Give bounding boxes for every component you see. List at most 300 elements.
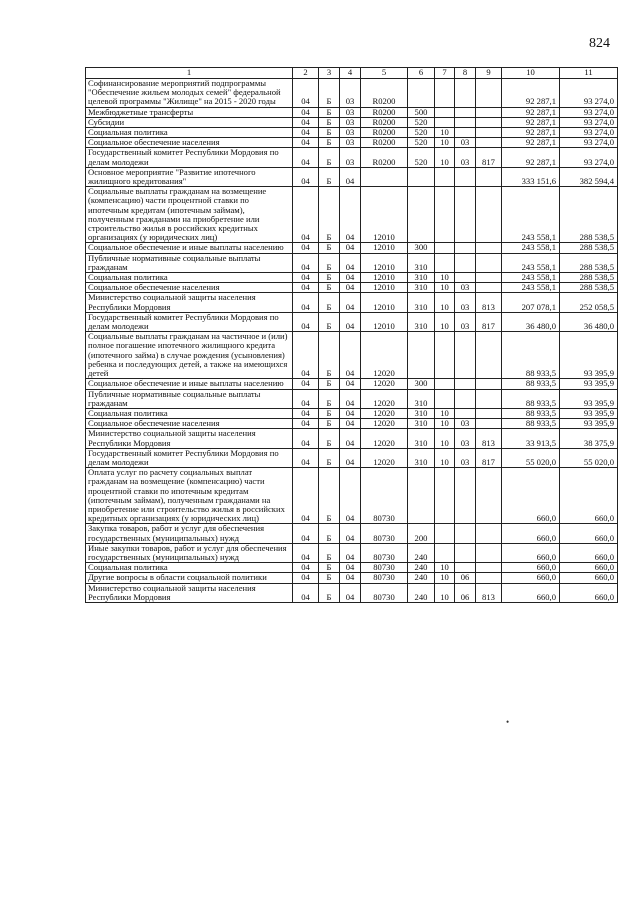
- col-3: Б: [319, 468, 340, 524]
- col-4: 04: [340, 429, 361, 448]
- col-3: Б: [319, 524, 340, 543]
- col-4: 04: [340, 524, 361, 543]
- row-name: Межбюджетные трансферты: [86, 107, 293, 117]
- value-2019: 660,0: [502, 524, 560, 543]
- col-section: 10: [435, 429, 455, 448]
- col-target-code: 12010: [361, 253, 408, 272]
- col-target-code: 12010: [361, 187, 408, 243]
- value-2020: 288 538,5: [560, 273, 618, 283]
- row-name: Социальное обеспечение и иные выплаты населению: [86, 243, 293, 253]
- col-subsection: 03: [455, 283, 476, 293]
- value-2019: 660,0: [502, 468, 560, 524]
- row-name: Государственный комитет Республики Мордовия по делам молодежи: [86, 148, 293, 167]
- col-subsection: [455, 107, 476, 117]
- value-2020: 93 274,0: [560, 107, 618, 117]
- col-expense-type: 520: [408, 138, 435, 148]
- value-2019: 92 287,1: [502, 128, 560, 138]
- table-row: [86, 389, 618, 408]
- row-name: Министерство социальной защиты населения Республики Мордовия: [86, 429, 293, 448]
- col-expense-type: 240: [408, 543, 435, 562]
- value-2020: 93 274,0: [560, 138, 618, 148]
- value-2020: 93 395,9: [560, 408, 618, 418]
- col-target-code: 80730: [361, 543, 408, 562]
- value-2019: 243 558,1: [502, 273, 560, 283]
- value-2019: 333 151,6: [502, 167, 560, 186]
- col-4: 04: [340, 312, 361, 331]
- col-3: Б: [319, 563, 340, 573]
- col-4: 04: [340, 273, 361, 283]
- col-expense-type: [408, 187, 435, 243]
- value-2020: 93 395,9: [560, 389, 618, 408]
- col-ministry: 817: [476, 148, 502, 167]
- col-target-code: R0200: [361, 79, 408, 108]
- col-4: 04: [340, 583, 361, 602]
- col-subsection: [455, 408, 476, 418]
- col-3: Б: [319, 243, 340, 253]
- row-name: Публичные нормативные социальные выплаты гражданам: [86, 253, 293, 272]
- col-target-code: 12020: [361, 429, 408, 448]
- col-3: Б: [319, 332, 340, 379]
- col-section: 10: [435, 583, 455, 602]
- page-number: 824: [589, 36, 610, 51]
- col-2: 04: [293, 573, 319, 583]
- value-2019: 36 480,0: [502, 312, 560, 331]
- table-row: [86, 448, 618, 467]
- col-subsection: [455, 79, 476, 108]
- col-expense-type: [408, 332, 435, 379]
- value-2020: 660,0: [560, 524, 618, 543]
- value-2019: 88 933,5: [502, 419, 560, 429]
- col-ministry: [476, 389, 502, 408]
- value-2019: 88 933,5: [502, 408, 560, 418]
- col-3: Б: [319, 543, 340, 562]
- col-4: 04: [340, 448, 361, 467]
- col-target-code: R0200: [361, 138, 408, 148]
- table-row: [86, 79, 618, 108]
- col-expense-type: 300: [408, 379, 435, 389]
- col-ministry: [476, 543, 502, 562]
- col-subsection: [455, 273, 476, 283]
- col-3: Б: [319, 312, 340, 331]
- col-subsection: [455, 563, 476, 573]
- value-2020: 93 395,9: [560, 332, 618, 379]
- col-expense-type: 310: [408, 408, 435, 418]
- col-expense-type: 200: [408, 524, 435, 543]
- col-section: [435, 187, 455, 243]
- col-ministry: [476, 283, 502, 293]
- col-target-code: 12010: [361, 293, 408, 312]
- col-section: 10: [435, 293, 455, 312]
- row-name: Государственный комитет Республики Мордовия по делам молодежи: [86, 312, 293, 331]
- col-target-code: 12020: [361, 408, 408, 418]
- col-expense-type: 240: [408, 573, 435, 583]
- col-ministry: 813: [476, 293, 502, 312]
- col-section: [435, 117, 455, 127]
- col-2: 04: [293, 79, 319, 108]
- col-section: [435, 107, 455, 117]
- row-name: Социальные выплаты гражданам на частичное и (или) полное погашение ипотечного жилищного кредита (ипотечного займа) в случае рождения (усыновления) ребенка и последующих детей, а также на имеющихся детей: [86, 332, 293, 379]
- col-section: 10: [435, 419, 455, 429]
- col-section: [435, 468, 455, 524]
- value-2020: 93 274,0: [560, 128, 618, 138]
- value-2019: 33 913,5: [502, 429, 560, 448]
- col-2: 04: [293, 312, 319, 331]
- table-row: [86, 379, 618, 389]
- col-4: 04: [340, 167, 361, 186]
- row-name: Оплата услуг по расчету социальных выплат гражданам на возмещение (компенсацию) части процентной ставки по ипотечным кредитам (ипотечным займам), полученным гражданами на приобретение или строительство жилья в российских кредитных организациях (у юридических лиц): [86, 468, 293, 524]
- value-2020: 252 058,5: [560, 293, 618, 312]
- col-target-code: 12020: [361, 389, 408, 408]
- col-ministry: [476, 243, 502, 253]
- col-ministry: [476, 273, 502, 283]
- col-expense-type: 240: [408, 583, 435, 602]
- col-section: [435, 543, 455, 562]
- col-target-code: 12010: [361, 283, 408, 293]
- col-section: 10: [435, 283, 455, 293]
- col-2: 04: [293, 167, 319, 186]
- value-2019: 92 287,1: [502, 138, 560, 148]
- value-2020: 55 020,0: [560, 448, 618, 467]
- col-section: [435, 332, 455, 379]
- col-expense-type: 300: [408, 243, 435, 253]
- table-row: [86, 543, 618, 562]
- table-row: [86, 128, 618, 138]
- value-2019: 55 020,0: [502, 448, 560, 467]
- row-name: Социальная политика: [86, 563, 293, 573]
- col-expense-type: 310: [408, 419, 435, 429]
- budget-table: [85, 67, 618, 603]
- col-2: 04: [293, 293, 319, 312]
- column-header-11: 11: [560, 68, 618, 79]
- col-4: 04: [340, 419, 361, 429]
- table-row: [86, 429, 618, 448]
- column-header-5: 5: [361, 68, 408, 79]
- column-header-10: 10: [502, 68, 560, 79]
- col-2: 04: [293, 107, 319, 117]
- table-row: [86, 332, 618, 379]
- col-section: 10: [435, 148, 455, 167]
- col-expense-type: [408, 167, 435, 186]
- table-row: [86, 419, 618, 429]
- value-2019: 92 287,1: [502, 107, 560, 117]
- col-ministry: [476, 408, 502, 418]
- value-2020: 660,0: [560, 563, 618, 573]
- col-4: 04: [340, 283, 361, 293]
- col-target-code: 12010: [361, 243, 408, 253]
- col-subsection: [455, 543, 476, 562]
- col-target-code: 80730: [361, 524, 408, 543]
- col-section: 10: [435, 408, 455, 418]
- value-2019: 243 558,1: [502, 187, 560, 243]
- column-header-7: 7: [435, 68, 455, 79]
- col-expense-type: 520: [408, 148, 435, 167]
- col-subsection: [455, 167, 476, 186]
- col-ministry: [476, 253, 502, 272]
- col-subsection: 03: [455, 429, 476, 448]
- col-3: Б: [319, 573, 340, 583]
- col-2: 04: [293, 429, 319, 448]
- col-2: 04: [293, 563, 319, 573]
- value-2020: 288 538,5: [560, 253, 618, 272]
- col-subsection: 03: [455, 312, 476, 331]
- col-3: Б: [319, 167, 340, 186]
- value-2019: 88 933,5: [502, 332, 560, 379]
- col-3: Б: [319, 429, 340, 448]
- col-section: 10: [435, 563, 455, 573]
- row-name: Государственный комитет Республики Мордовия по делам молодежи: [86, 448, 293, 467]
- row-name: Социальная политика: [86, 408, 293, 418]
- col-2: 04: [293, 253, 319, 272]
- col-3: Б: [319, 389, 340, 408]
- col-subsection: 03: [455, 419, 476, 429]
- col-ministry: 813: [476, 583, 502, 602]
- table-row: [86, 243, 618, 253]
- col-target-code: 12020: [361, 419, 408, 429]
- row-name: Социальные выплаты гражданам на возмещение (компенсацию) части процентной ставки по ипотечным кредитам (ипотечным займам), полученным гражданами на приобретение или строительство жилья в российских кредитных организациях (у юридических лиц): [86, 187, 293, 243]
- row-name: Министерство социальной защиты населения Республики Мордовия: [86, 583, 293, 602]
- col-2: 04: [293, 389, 319, 408]
- value-2020: 660,0: [560, 573, 618, 583]
- value-2020: 93 274,0: [560, 148, 618, 167]
- col-expense-type: 310: [408, 253, 435, 272]
- col-subsection: [455, 128, 476, 138]
- value-2019: 92 287,1: [502, 79, 560, 108]
- col-4: 04: [340, 243, 361, 253]
- table-row: [86, 253, 618, 272]
- col-target-code: 12020: [361, 332, 408, 379]
- value-2019: 92 287,1: [502, 117, 560, 127]
- col-2: 04: [293, 148, 319, 167]
- value-2020: 660,0: [560, 543, 618, 562]
- col-2: 04: [293, 448, 319, 467]
- col-3: Б: [319, 408, 340, 418]
- col-2: 04: [293, 583, 319, 602]
- col-4: 04: [340, 293, 361, 312]
- col-ministry: [476, 107, 502, 117]
- table-row: [86, 187, 618, 243]
- col-subsection: [455, 253, 476, 272]
- col-target-code: R0200: [361, 107, 408, 117]
- table-row: [86, 573, 618, 583]
- col-3: Б: [319, 128, 340, 138]
- col-section: 10: [435, 448, 455, 467]
- row-name: Социальное обеспечение и иные выплаты населению: [86, 379, 293, 389]
- col-expense-type: [408, 79, 435, 108]
- col-section: [435, 243, 455, 253]
- value-2020: 288 538,5: [560, 283, 618, 293]
- row-name: Социальная политика: [86, 128, 293, 138]
- value-2019: 92 287,1: [502, 148, 560, 167]
- col-4: 03: [340, 128, 361, 138]
- col-subsection: [455, 187, 476, 243]
- value-2020: 36 480,0: [560, 312, 618, 331]
- col-subsection: [455, 117, 476, 127]
- col-subsection: [455, 332, 476, 379]
- col-target-code: 80730: [361, 583, 408, 602]
- column-header-8: 8: [455, 68, 476, 79]
- table-row: [86, 283, 618, 293]
- col-subsection: 03: [455, 448, 476, 467]
- col-ministry: [476, 524, 502, 543]
- value-2020: 38 375,9: [560, 429, 618, 448]
- col-ministry: 817: [476, 312, 502, 331]
- col-section: 10: [435, 273, 455, 283]
- col-2: 04: [293, 117, 319, 127]
- column-header-2: 2: [293, 68, 319, 79]
- column-header-6: 6: [408, 68, 435, 79]
- row-name: Другие вопросы в области социальной политики: [86, 573, 293, 583]
- value-2019: 243 558,1: [502, 243, 560, 253]
- value-2019: 660,0: [502, 563, 560, 573]
- col-subsection: 03: [455, 148, 476, 167]
- value-2019: 660,0: [502, 543, 560, 562]
- col-3: Б: [319, 293, 340, 312]
- col-3: Б: [319, 187, 340, 243]
- col-target-code: R0200: [361, 117, 408, 127]
- row-name: Закупка товаров, работ и услуг для обеспечения государственных (муниципальных) нужд: [86, 524, 293, 543]
- col-2: 04: [293, 379, 319, 389]
- col-subsection: [455, 524, 476, 543]
- row-name: Основное мероприятие "Развитие ипотечного жилищного кредитования": [86, 167, 293, 186]
- col-section: [435, 79, 455, 108]
- table-row: [86, 117, 618, 127]
- col-expense-type: [408, 468, 435, 524]
- value-2020: 93 274,0: [560, 79, 618, 108]
- row-name: Софинансирование мероприятий подпрограммы "Обеспечение жильем молодых семей" федеральной целевой программы "Жилище" на 2015 - 2020 годы: [86, 79, 293, 108]
- col-3: Б: [319, 379, 340, 389]
- value-2019: 660,0: [502, 583, 560, 602]
- table-row: [86, 524, 618, 543]
- col-4: 03: [340, 79, 361, 108]
- col-4: 04: [340, 563, 361, 573]
- col-expense-type: 310: [408, 283, 435, 293]
- col-2: 04: [293, 273, 319, 283]
- row-name: Социальная политика: [86, 273, 293, 283]
- col-ministry: [476, 573, 502, 583]
- col-2: 04: [293, 419, 319, 429]
- col-3: Б: [319, 283, 340, 293]
- col-ministry: [476, 79, 502, 108]
- table-row: [86, 273, 618, 283]
- col-4: 03: [340, 148, 361, 167]
- col-4: 04: [340, 389, 361, 408]
- col-2: 04: [293, 128, 319, 138]
- col-ministry: [476, 187, 502, 243]
- col-4: 04: [340, 573, 361, 583]
- value-2019: 207 078,1: [502, 293, 560, 312]
- col-3: Б: [319, 273, 340, 283]
- col-subsection: 06: [455, 573, 476, 583]
- value-2019: 88 933,5: [502, 379, 560, 389]
- row-name: Социальное обеспечение населения: [86, 283, 293, 293]
- col-ministry: [476, 419, 502, 429]
- col-4: 04: [340, 187, 361, 243]
- value-2019: 243 558,1: [502, 253, 560, 272]
- col-target-code: R0200: [361, 128, 408, 138]
- col-section: 10: [435, 312, 455, 331]
- col-4: 04: [340, 543, 361, 562]
- col-target-code: 12010: [361, 312, 408, 331]
- column-header-9: 9: [476, 68, 502, 79]
- col-target-code: 12020: [361, 379, 408, 389]
- table-row: [86, 138, 618, 148]
- row-name: Иные закупки товаров, работ и услуг для обеспечения государственных (муниципальных) нужд: [86, 543, 293, 562]
- col-target-code: 80730: [361, 573, 408, 583]
- col-2: 04: [293, 243, 319, 253]
- col-2: 04: [293, 524, 319, 543]
- col-3: Б: [319, 419, 340, 429]
- column-header-4: 4: [340, 68, 361, 79]
- col-target-code: [361, 167, 408, 186]
- value-2020: 660,0: [560, 583, 618, 602]
- value-2019: 88 933,5: [502, 389, 560, 408]
- col-ministry: [476, 117, 502, 127]
- budget-table-sheet: [85, 67, 617, 603]
- col-target-code: 80730: [361, 468, 408, 524]
- col-2: 04: [293, 468, 319, 524]
- col-4: 04: [340, 379, 361, 389]
- col-ministry: [476, 332, 502, 379]
- col-expense-type: 520: [408, 128, 435, 138]
- column-header-1: 1: [86, 68, 293, 79]
- table-row: [86, 293, 618, 312]
- scan-mark: •: [506, 717, 510, 727]
- col-expense-type: 310: [408, 448, 435, 467]
- col-4: 04: [340, 468, 361, 524]
- col-section: [435, 379, 455, 389]
- value-2020: 382 594,4: [560, 167, 618, 186]
- col-subsection: [455, 389, 476, 408]
- col-expense-type: 310: [408, 273, 435, 283]
- table-row: [86, 468, 618, 524]
- value-2020: 288 538,5: [560, 187, 618, 243]
- col-section: [435, 524, 455, 543]
- col-subsection: 03: [455, 138, 476, 148]
- col-ministry: [476, 128, 502, 138]
- col-section: 10: [435, 138, 455, 148]
- value-2019: 243 558,1: [502, 283, 560, 293]
- col-ministry: [476, 167, 502, 186]
- col-3: Б: [319, 583, 340, 602]
- col-subsection: [455, 379, 476, 389]
- col-target-code: 12010: [361, 273, 408, 283]
- col-expense-type: 310: [408, 429, 435, 448]
- col-target-code: 80730: [361, 563, 408, 573]
- row-name: Социальное обеспечение населения: [86, 419, 293, 429]
- col-target-code: 12020: [361, 448, 408, 467]
- col-3: Б: [319, 117, 340, 127]
- col-target-code: R0200: [361, 148, 408, 167]
- value-2019: 660,0: [502, 573, 560, 583]
- table-row: [86, 107, 618, 117]
- col-3: Б: [319, 448, 340, 467]
- col-expense-type: 520: [408, 117, 435, 127]
- col-4: 03: [340, 138, 361, 148]
- row-name: Субсидии: [86, 117, 293, 127]
- col-4: 03: [340, 107, 361, 117]
- row-name: Министерство социальной защиты населения Республики Мордовия: [86, 293, 293, 312]
- col-section: [435, 167, 455, 186]
- table-row: [86, 563, 618, 573]
- col-3: Б: [319, 107, 340, 117]
- col-expense-type: 500: [408, 107, 435, 117]
- col-2: 04: [293, 332, 319, 379]
- col-section: 10: [435, 573, 455, 583]
- column-header-3: 3: [319, 68, 340, 79]
- row-name: Публичные нормативные социальные выплаты гражданам: [86, 389, 293, 408]
- col-4: 03: [340, 117, 361, 127]
- value-2020: 660,0: [560, 468, 618, 524]
